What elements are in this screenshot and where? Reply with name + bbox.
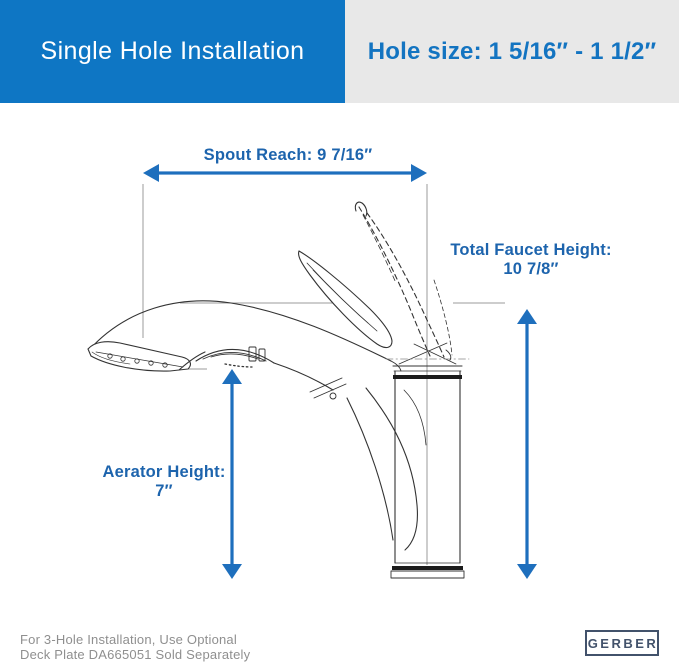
hole-size-text: Hole size: 1 5/16″ - 1 1/2″ — [367, 37, 657, 65]
spout-reach-arrow — [143, 164, 427, 182]
spout-reach-label: Spout Reach: 9 7/16″ — [203, 146, 373, 164]
total-height-arrow — [517, 309, 537, 579]
faucet-line-art — [88, 202, 469, 578]
deck-plate-note — [20, 632, 250, 662]
gerber-logo — [585, 630, 659, 656]
deck-plate-note-line1: For 3-Hole Installation, Use Optional — [20, 632, 237, 647]
installation-type-title: Single Hole Installation — [40, 37, 305, 65]
aerator-height-caption: Aerator Height: — [102, 463, 226, 481]
deck-plate-note-line2: Deck Plate DA665051 Sold Separately — [20, 647, 251, 662]
aerator-height-value: 7″ — [155, 482, 173, 500]
total-faucet-height-label — [450, 241, 611, 279]
total-faucet-height-value: 10 7/8″ — [503, 260, 559, 278]
gerber-logo-text: GERBER — [587, 635, 659, 651]
total-faucet-height-caption: Total Faucet Height: — [450, 241, 612, 259]
aerator-height-label — [102, 463, 225, 501]
